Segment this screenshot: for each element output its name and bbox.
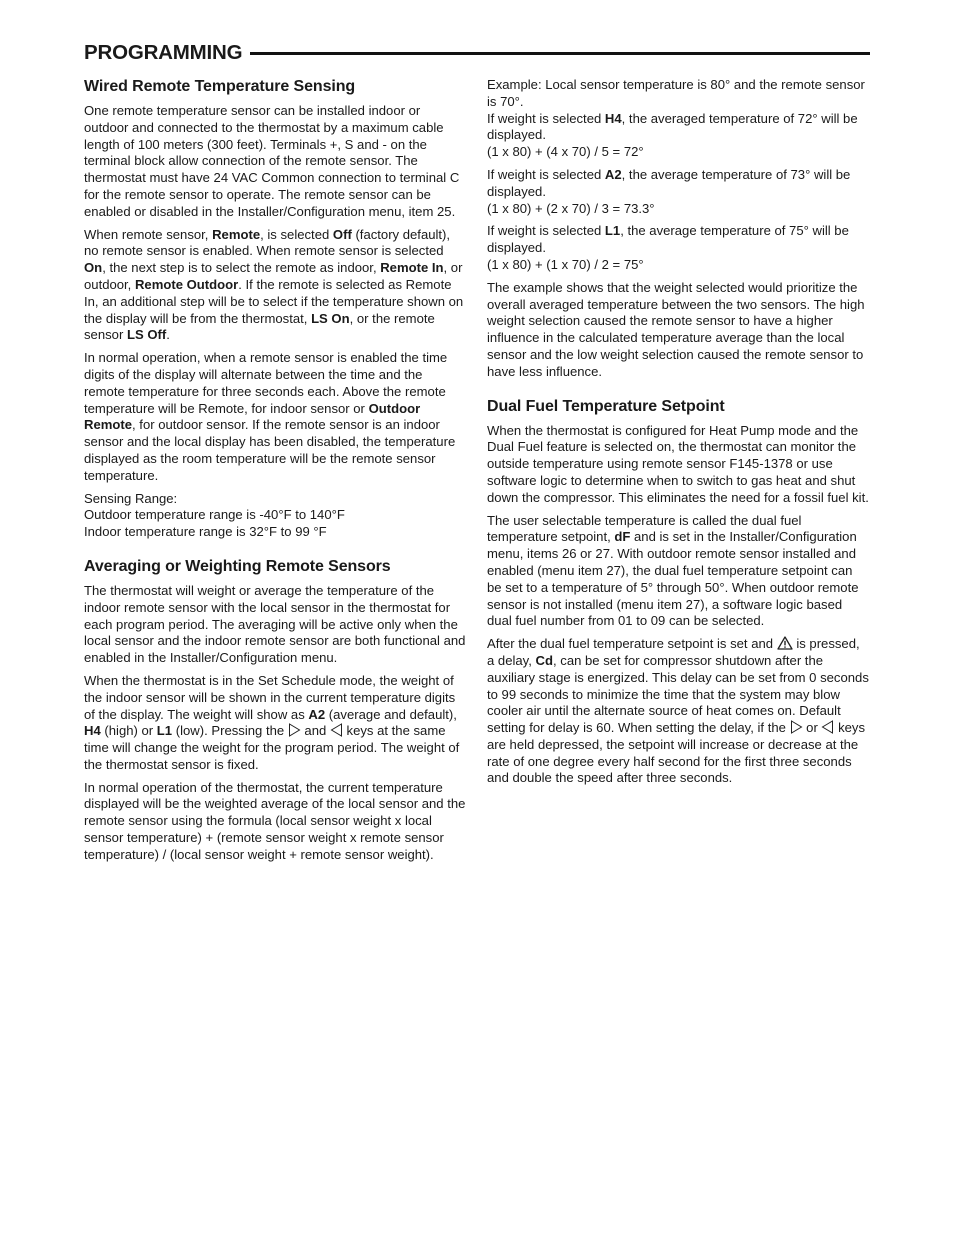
- left-arrow-key-icon: [330, 723, 343, 737]
- example-block: [487, 77, 870, 161]
- wired-paragraph-1: One remote temperature sensor can be installed indoor or outdoor and connected to the thermostat by a maximum cable length of 100 meters (300 feet). Terminals +, S and - on the terminal block allow connection of the remote sensor. The thermostat must have 24 VAC Common connection to terminal C for the remote sensor to operate. The remote sensor can be enabled or disabled in the Installer/Configuration menu, item 25.: [84, 103, 460, 219]
- right-arrow-key-icon: [288, 723, 301, 737]
- example-l1-block: [487, 223, 870, 273]
- example-h4: If weight is selected H4, the averaged temperature of 72° will be displayed.: [487, 110, 858, 143]
- example-a2: If weight is selected A2, the average temperature of 73° will be displayed.: [487, 166, 851, 199]
- wired-paragraph-3: In normal operation, when a remote sensor is enabled the time digits of the display will alternate between the time and the remote temperature for three seconds each. Above the remote temperature will be Remote, for indoor sensor or Outdoor Remote, for outdoor sensor. If the remote sensor is an indoor sensor and the local display has been disabled, the temperature displayed as the room temperature will be the remote sensor temperature.: [84, 350, 456, 483]
- heading-averaging: Averaging or Weighting Remote Sensors: [84, 557, 391, 575]
- section-wired-remote: [84, 77, 466, 541]
- example-h4-formula: (1 x 80) + (4 x 70) / 5 = 72°: [487, 144, 644, 160]
- sensing-range-title: Sensing Range:: [84, 490, 178, 506]
- averaging-paragraph-1: The thermostat will weight or average the temperature of the indoor remote sensor with the local sensor in the thermostat for each program period. The averaging will be active only when the local sensor and the indoor remote sensor are both functional and enabled in the Installer/Configuration menu.: [84, 582, 466, 666]
- right-column: [487, 77, 870, 793]
- heading-wired-remote: Wired Remote Temperature Sensing: [84, 78, 356, 95]
- averaging-paragraph-2: When the thermostat is in the Set Schedule mode, the weight of the indoor sensor will be shown in the current temperature digits of the display. The weight will show as A2 (average and default), H4 (high) or L1 (low). Pressing the and keys at the same time will change the weight for the program period. The weight of the thermostat sensor is fixed.: [84, 672, 460, 772]
- sensing-range-outdoor: Outdoor temperature range is -40°F to 140°F: [84, 507, 345, 523]
- averaging-paragraph-3: In normal operation of the thermostat, the current temperature displayed will be the weighted average of the local sensor and the remote sensor using the formula (local sensor weight x local sensor temperature) + (remote sensor weight x remote sensor temperature) / (local sensor weight + remote sensor weight).: [84, 779, 466, 862]
- example-a2-formula: (1 x 80) + (2 x 70) / 3 = 73.3°: [487, 200, 655, 216]
- example-l1-formula: (1 x 80) + (1 x 70) / 2 = 75°: [487, 256, 644, 272]
- left-column: [84, 77, 466, 870]
- dual-fuel-paragraph-3: After the dual fuel temperature setpoint is set and is pressed, a delay, Cd, can be set for compressor shutdown after the auxiliary stage is energized. This delay can be set from 0 seconds to 99 seconds to minimize the time that the system may blow cooler air until the alternate source of heat comes on. Default setting for delay is 60. When setting the delay, if the or keys are held depressed, the setpoint will increase or decrease at the rate of one degree every half second for the first three seconds and double the speed after three seconds.: [487, 636, 869, 786]
- header-rule: [250, 52, 870, 55]
- example-l1: If weight is selected L1, the average temperature of 75° will be displayed.: [487, 223, 849, 256]
- warning-triangle-icon: [777, 636, 793, 650]
- heading-dual-fuel: Dual Fuel Temperature Setpoint: [487, 397, 725, 415]
- page-header: [84, 40, 870, 66]
- example-conclusion: The example shows that the weight selected would prioritize the overall averaged temperature between the two sensors. The high weight selection caused the remote sensor to have a higher influence in the calculated temperature average than the local sensor and the low weight selection caused the remote sensor to have less influence.: [487, 279, 865, 379]
- dual-fuel-paragraph-1: When the thermostat is configured for Heat Pump mode and the Dual Fuel feature is selected on, the thermostat can monitor the outside temperature using remote sensor F145-1378 or use software logic to determine when to switch to gas heat and shut down the compressor. This eliminates the need for a fossil fuel kit.: [487, 422, 869, 505]
- example-intro: Example: Local sensor temperature is 80° and the remote sensor is 70°.: [487, 77, 865, 109]
- dual-fuel-paragraph-2: The user selectable temperature is called the dual fuel temperature setpoint, dF and is set in the Installer/Configuration menu, items 26 or 27. With outdoor remote sensor installed and enabled (menu item 27), the dual fuel temperature setpoint can be set to a temperature of 5° through 50°. When outdoor remote sensor is not installed (menu item 27), a software logic based dual fuel number from 01 to 09 can be selected.: [487, 512, 859, 629]
- sensing-range-indoor: Indoor temperature range is 32°F to 99 °F: [84, 524, 327, 540]
- section-dual-fuel: [487, 397, 870, 788]
- right-arrow-key-icon: [790, 720, 803, 734]
- sensing-range: [84, 491, 466, 541]
- page-title: PROGRAMMING: [84, 41, 243, 64]
- wired-paragraph-2: When remote sensor, Remote, is selected Off (factory default), no remote sensor is enabled. When remote sensor is selected On, the next step is to select the remote as indoor, Remote In, or outdoor, Remote Outdoor. If the remote is selected as Remote In, an additional step will be to select if the temperature shown on the display will be from the thermostat, LS On, or the remote sensor LS Off.: [84, 226, 464, 343]
- section-averaging: [84, 557, 466, 864]
- left-arrow-key-icon: [821, 720, 834, 734]
- example-a2-block: [487, 167, 870, 217]
